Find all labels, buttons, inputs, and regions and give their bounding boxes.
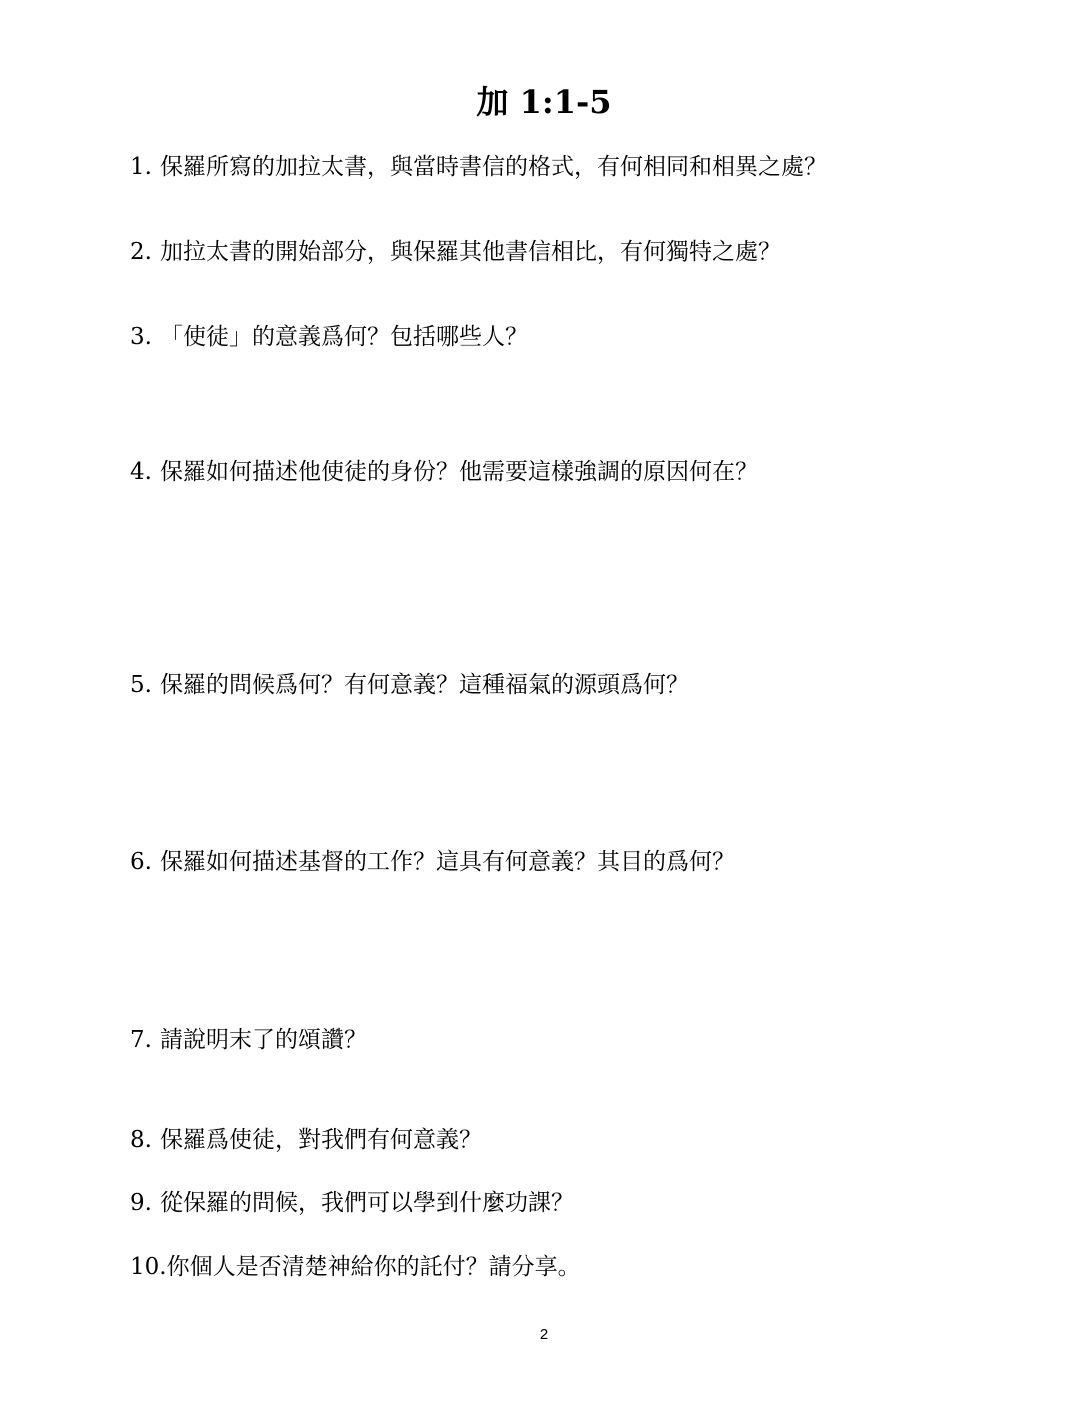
question-text: 請說明末了的頌讚？ [159, 1027, 367, 1053]
question-6 [130, 846, 990, 878]
page-number: 2 [539, 1326, 549, 1343]
question-10 [130, 1251, 990, 1283]
question-9 [130, 1187, 990, 1219]
question-4 [130, 456, 990, 488]
question-number: 9. [130, 1190, 152, 1216]
question-number: 2. [130, 239, 152, 265]
question-number: 4. [130, 459, 152, 485]
question-8 [130, 1124, 990, 1156]
question-number: 5. [130, 672, 152, 698]
question-1 [130, 151, 990, 183]
question-text: 保羅爲使徒，對我們有何意義？ [159, 1127, 482, 1153]
question-text: 保羅所寫的加拉太書，與當時書信的格式，有何相同和相異之處？ [159, 154, 827, 180]
question-text: 保羅如何描述他使徒的身份？他需要這樣強調的原因何在？ [159, 459, 758, 485]
question-text: 「使徒」的意義爲何？包括哪些人？ [159, 324, 528, 350]
question-text: 加拉太書的開始部分，與保羅其他書信相比，有何獨特之處？ [159, 239, 781, 265]
question-text: 保羅如何描述基督的工作？這具有何意義？其目的爲何？ [159, 849, 735, 875]
question-text: 保羅的問候爲何？有何意義？這種福氣的源頭爲何？ [159, 672, 689, 698]
question-number: 6. [130, 849, 152, 875]
question-5 [130, 669, 990, 701]
question-2 [130, 236, 990, 268]
question-number: 1. [130, 154, 152, 180]
question-number: 10. [130, 1254, 167, 1280]
question-7 [130, 1024, 990, 1056]
question-number: 7. [130, 1027, 152, 1053]
question-text: 你個人是否清楚神給你的託付？請分享。 [166, 1254, 581, 1280]
page-title: 加 1:1-5 [476, 83, 612, 121]
question-3 [130, 321, 990, 353]
question-number: 3. [130, 324, 152, 350]
question-text: 從保羅的問候，我們可以學到什麼功課？ [159, 1190, 574, 1216]
question-number: 8. [130, 1127, 152, 1153]
